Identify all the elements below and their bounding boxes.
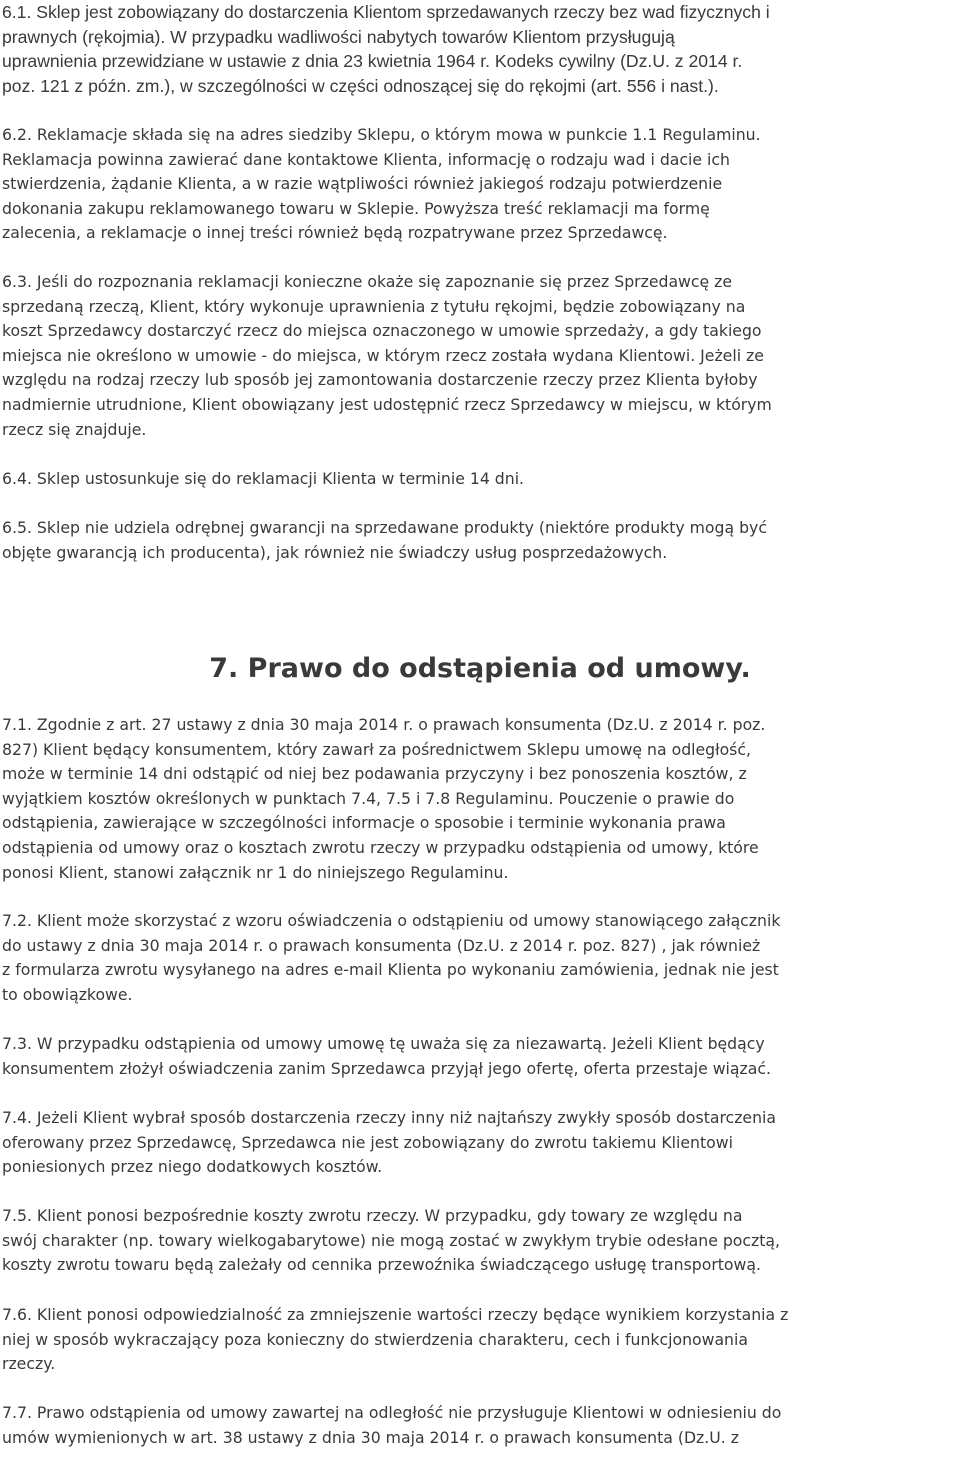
paragraph-7-7 [2, 1401, 781, 1450]
text-line: 7.5. Klient ponosi bezpośrednie koszty zwrotu rzeczy. W przypadku, gdy towary ze względu na [2, 1206, 743, 1225]
paragraph-6-5 [2, 516, 767, 565]
section-heading: 7. Prawo do odstąpienia od umowy. [209, 653, 751, 684]
paragraph-7-3 [2, 1032, 771, 1081]
text-line: poniesionych przez niego dodatkowych kosztów. [2, 1157, 383, 1177]
text-line: stwierdzenia, żądanie Klienta, a w razie wątpliwości również jakiegoś rodzaju potwierdzenie [2, 174, 723, 194]
paragraph-6-1 [2, 0, 770, 98]
text-line: wyjątkiem kosztów określonych w punktach 7.4, 7.5 i 7.8 Regulaminu. Pouczenie o prawie do [2, 788, 735, 808]
text-line: rzecz się znajduje. [2, 419, 147, 439]
paragraph-6-3 [2, 270, 772, 442]
text-line: 6.4. Sklep ustosunkuje się do reklamacji Klienta w terminie 14 dni. [2, 469, 525, 488]
text-line: do ustawy z dnia 30 maja 2014 r. o prawach konsumenta (Dz.U. z 2014 r. poz. 827) , jak również [2, 935, 761, 955]
text-line: nadmiernie utrudnione, Klient obowiązany jest udostępnić rzecz Sprzedawcy w miejscu, w którym [2, 394, 772, 414]
text-line: zalecenia, a reklamacje o innej treści również będą rozpatrywane przez Sprzedawcę. [2, 223, 668, 243]
text-line: 7.6. Klient ponosi odpowiedzialność za zmniejszenie wartości rzeczy będące wynikiem korzystania z [2, 1305, 789, 1324]
text-line: koszt Sprzedawcy dostarczyć rzecz do miejsca oznaczonego w umowie sprzedaży, a gdy takiego [2, 321, 762, 341]
paragraph-7-5 [2, 1204, 780, 1278]
text-line: Reklamacja powinna zawierać dane kontaktowe Klienta, informację o rodzaju wad i dacie ich [2, 149, 730, 169]
text-line: odstąpienia od umowy oraz o kosztach zwrotu rzeczy w przypadku odstąpienia od umowy, które [2, 837, 759, 857]
text-line: 7.4. Jeżeli Klient wybrał sposób dostarczenia rzeczy inny niż najtańszy zwykły sposób dostarczenia [2, 1108, 776, 1127]
paragraph-7-2 [2, 909, 780, 1007]
paragraph-7-6 [2, 1303, 788, 1377]
text-line: sprzedaną rzeczą, Klient, który wykonuje uprawnienia z tytułu rękojmi, będzie zobowiązany na [2, 296, 746, 316]
text-line: miejsca nie określono w umowie - do miejsca, w którym rzecz została wydana Klientowi. Jeżeli ze [2, 345, 764, 365]
paragraph-7-1 [2, 713, 765, 885]
text-line: 7.3. W przypadku odstąpienia od umowy umowę tę uważa się za niezawartą. Jeżeli Klient będący [2, 1034, 765, 1053]
text-line: może w terminie 14 dni odstąpić od niej bez podawania przyczyny i bez ponoszenia kosztów, z [2, 764, 747, 784]
text-line: z formularza zwrotu wysyłanego na adres e-mail Klienta po wykonaniu zamówienia, jednak nie jest [2, 960, 779, 980]
text-line: to obowiązkowe. [2, 984, 133, 1004]
text-line: odstąpienia, zawierające w szczególności informacje o sposobie i terminie wykonania prawa [2, 813, 726, 833]
text-line: 6.5. Sklep nie udziela odrębnej gwarancji na sprzedawane produkty (niektóre produkty mogą być [2, 518, 767, 537]
text-line: uprawnienia przewidziane w ustawie z dnia 23 kwietnia 1964 r. Kodeks cywilny (Dz.U. z 2014 r. [2, 51, 743, 72]
text-line: swój charakter (np. towary wielkogabarytowe) nie mogą zostać w zwykłym trybie odesłane pocztą, [2, 1230, 781, 1250]
text-line: 827) Klient będący konsumentem, który zawarł za pośrednictwem Sklepu umowę na odległość, [2, 739, 751, 759]
paragraph-6-4 [2, 467, 524, 492]
text-line: koszty zwrotu towaru będą zależały od cennika przewoźnika świadczącego usługę transportową. [2, 1255, 761, 1275]
paragraph-7-4 [2, 1106, 776, 1180]
text-line: objęte gwarancją ich producenta), jak również nie świadczy usług posprzedażowych. [2, 542, 668, 562]
text-line: niej w sposób wykraczający poza konieczny do stwierdzenia charakteru, cech i funkcjonowania [2, 1329, 748, 1349]
text-line: poz. 121 z późn. zm.), w szczególności w części odnoszącej się do rękojmi (art. 556 i nast.). [2, 75, 719, 96]
text-line: względu na rodzaj rzeczy lub sposób jej zamontowania dostarczenie rzeczy przez Klienta byłoby [2, 370, 758, 390]
text-line: oferowany przez Sprzedawcę, Sprzedawca nie jest zobowiązany do zwrotu takiemu Klientowi [2, 1132, 733, 1152]
text-line: prawnych (rękojmia). W przypadku wadliwości nabytych towarów Klientom przysługują [2, 26, 675, 47]
text-line: ponosi Klient, stanowi załącznik nr 1 do niniejszego Regulaminu. [2, 862, 509, 882]
text-line: umów wymienionych w art. 38 ustawy z dnia 30 maja 2014 r. o prawach konsumenta (Dz.U. z [2, 1427, 739, 1447]
paragraph-6-2 [2, 123, 761, 246]
text-line: 6.1. Sklep jest zobowiązany do dostarczenia Klientom sprzedawanych rzeczy bez wad fizycznych i [2, 2, 770, 22]
text-line: 6.2. Reklamacje składa się na adres siedziby Sklepu, o którym mowa w punkcie 1.1 Regulaminu. [2, 125, 761, 144]
text-line: 7.2. Klient może skorzystać z wzoru oświadczenia o odstąpieniu od umowy stanowiącego załącznik [2, 911, 781, 930]
text-line: konsumentem złożył oświadczenia zanim Sprzedawca przyjął jego ofertę, oferta przestaje wiązać. [2, 1058, 771, 1078]
text-line: 7.7. Prawo odstąpienia od umowy zawartej na odległość nie przysługuje Klientowi w odniesieniu do [2, 1403, 782, 1422]
text-line: dokonania zakupu reklamowanego towaru w Sklepie. Powyższa treść reklamacji ma formę [2, 198, 710, 218]
text-line: rzeczy. [2, 1354, 56, 1374]
text-line: 6.3. Jeśli do rozpoznania reklamacji konieczne okaże się zapoznanie się przez Sprzedawcę ze [2, 272, 733, 291]
text-line: 7.1. Zgodnie z art. 27 ustawy z dnia 30 maja 2014 r. o prawach konsumenta (Dz.U. z 2014 r. poz. [2, 715, 766, 734]
